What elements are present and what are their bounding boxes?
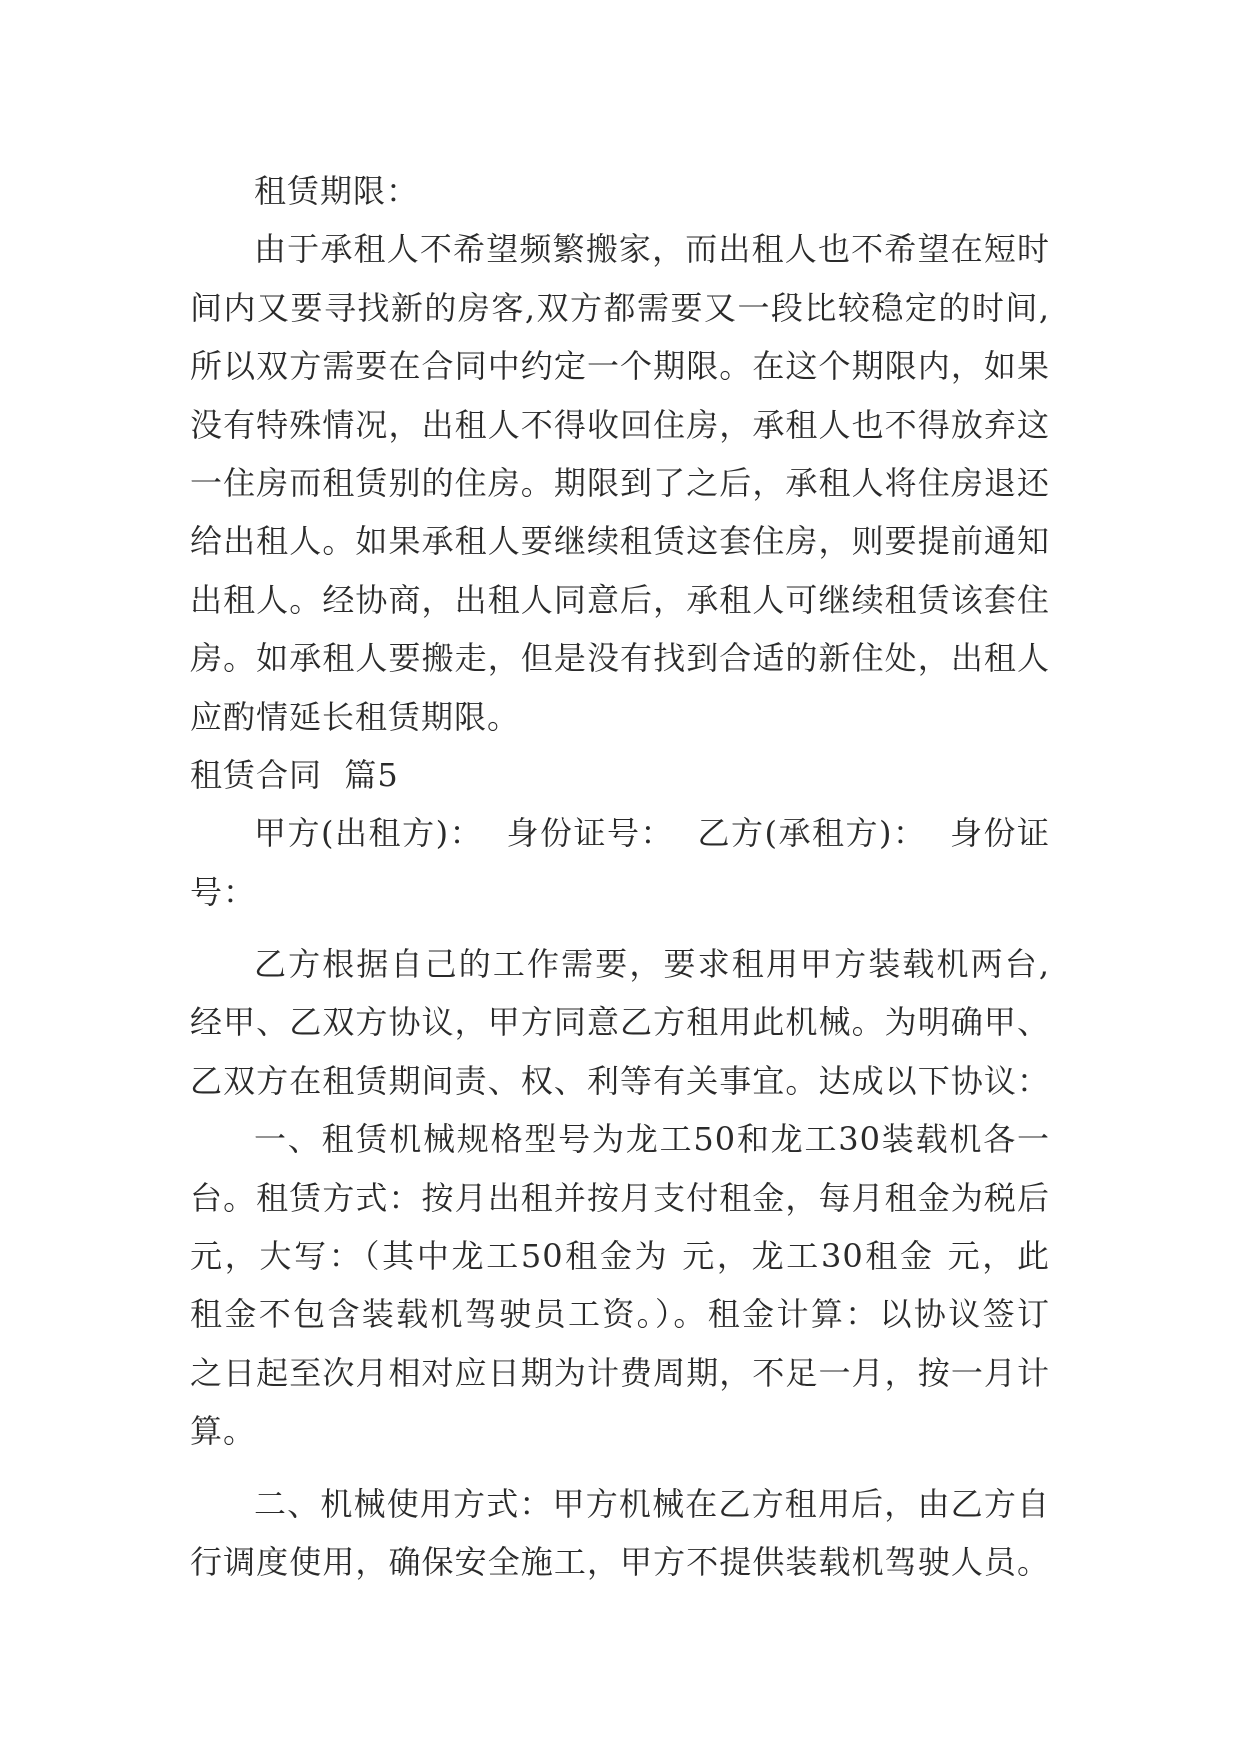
text-line: 乙方根据自己的工作需要，要求租用甲方装载机两台, — [254, 945, 1050, 984]
text-line: 二、机械使用方式：甲方机械在乙方租用后，由乙方自 — [254, 1484, 1050, 1523]
text-line: 台。租赁方式：按月出租并按月支付租金，每月租金为税后 — [190, 1178, 1050, 1217]
document-body — [190, 162, 1050, 1591]
text-line: 租赁合同 篇5 — [190, 755, 399, 794]
text-line: 之日起至次月相对应日期为计费周期，不足一月，按一月计 — [190, 1353, 1050, 1392]
text-line: 乙双方在租赁期间责、权、利等有关事宜。达成以下协议： — [190, 1061, 1050, 1100]
text-line: 算。 — [190, 1412, 257, 1451]
text-line: 给出租人。如果承租人要继续租赁这套住房，则要提前通知 — [190, 522, 1050, 561]
paragraph-clause-2 — [190, 1475, 1050, 1592]
text-line: 由于承租人不希望频繁搬家，而出租人也不希望在短时 — [254, 230, 1050, 269]
text-line: 一、租赁机械规格型号为龙工50和龙工30装载机各一 — [254, 1120, 1050, 1159]
text-line: 元，大写：（其中龙工50租金为 元，龙工30租金 元，此 — [190, 1237, 1050, 1276]
paragraph-lease-term-heading — [190, 162, 1050, 220]
text-line: 经甲、乙双方协议，甲方同意乙方租用此机械。为明确甲、 — [190, 1003, 1050, 1042]
text-line: 应酌情延长租赁期限。 — [190, 697, 521, 736]
text-line: 没有特殊情况，出租人不得收回住房，承租人也不得放弃这 — [190, 405, 1050, 444]
paragraph-agreement-intro — [190, 935, 1050, 1110]
section-title-contract-5 — [190, 746, 1050, 804]
text-line: 间内又要寻找新的房客,双方都需要又一段比较稳定的时间, — [190, 288, 1050, 327]
text-line: 行调度使用，确保安全施工，甲方不提供装载机驾驶人员。 — [190, 1542, 1050, 1581]
text-line: 所以双方需要在合同中约定一个期限。在这个期限内，如果 — [190, 347, 1050, 386]
text-line: 租赁期限： — [254, 172, 420, 210]
paragraph-parties — [190, 804, 1050, 921]
text-line: 一住房而租赁别的住房。期限到了之后，承租人将住房退还 — [190, 463, 1050, 502]
paragraph-clause-1 — [190, 1110, 1050, 1460]
text-line: 号： — [190, 872, 257, 911]
paragraph-lease-term-body — [190, 220, 1050, 746]
text-line: 房。如承租人要搬走，但是没有找到合适的新住处，出租人 — [190, 639, 1050, 678]
text-line: 甲方(出租方)： 身份证号： 乙方(承租方)： 身份证 — [254, 814, 1050, 853]
text-line: 租金不包含装载机驾驶员工资。）。租金计算：以协议签订 — [190, 1295, 1050, 1334]
text-line: 出租人。经协商，出租人同意后，承租人可继续租赁该套住 — [190, 580, 1050, 619]
